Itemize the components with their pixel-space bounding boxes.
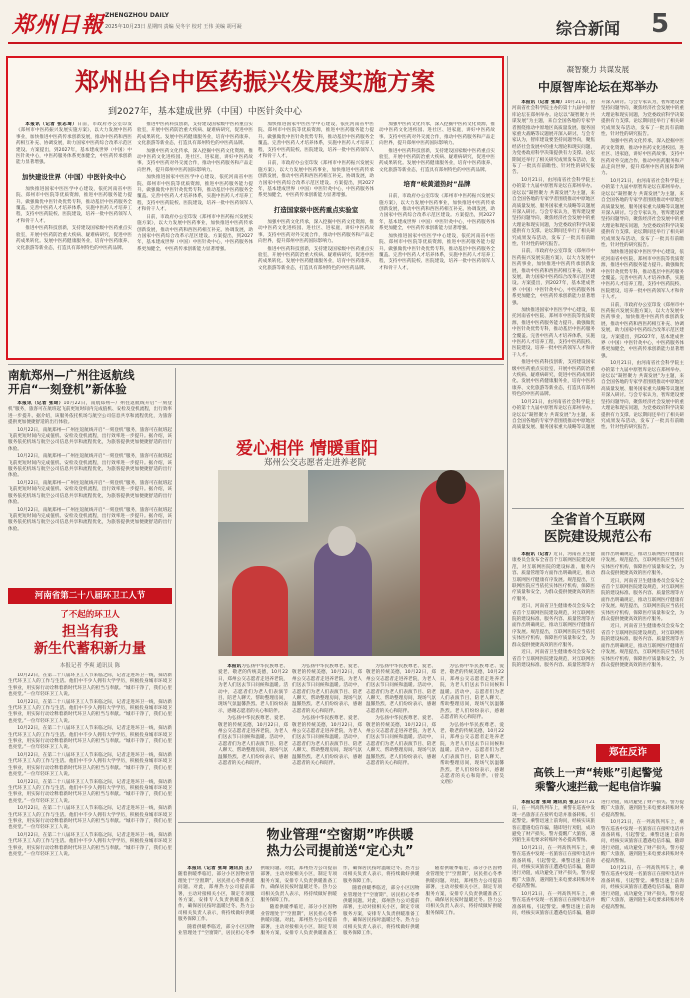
page-number: 5 <box>650 9 670 39</box>
divider-h-2 <box>178 822 504 823</box>
masthead <box>8 6 682 52</box>
lead-byline: 本报讯（记者 张志琦） <box>25 122 78 127</box>
hospitals-story <box>512 512 684 738</box>
workers-banner <box>8 588 172 604</box>
lead-title: 郑州出台中医药振兴发展实施方案 <box>75 68 435 96</box>
wall-banner <box>218 470 308 522</box>
workers-kicker: 了不起的环卫人 <box>60 610 120 620</box>
forum-story <box>512 56 684 506</box>
section-name: 综合新闻 <box>556 19 621 38</box>
right-column-divider <box>507 56 508 686</box>
property-title: 物业管理“空窗期”咋供暖 热力公司提前送“定心丸” <box>266 828 414 859</box>
property-body: 本报讯（记者 张琦 通讯员 王）随着供暖季临近，部分小区因物业管理处于“空窗期”，居民担心冬季供暖问题。对此，郑州热力公司提前部署，主动对接相关小区，制定专项服务方案，安排专人负责供暖准备工作，确保居民按时温暖过冬。热力公司相关负责人表示，将持续做好供暖服务保障工作。 随着供暖季临近，部分小区因物业管理处于“空窗期”，居民担心冬季供暖问题。对此，郑州热力公司提前部署，主动对接相关小区，制定专项服务方案，安排专人负责供暖准备工作，确保居民按时温暖过冬。热力公司相关负责人表示，将持续做好供暖服务保障工作。 随着供暖季临近，部分小区因物业管理处于“空窗期”，居民担心冬季供暖问题。对此，郑州热力公司提前部署，主动对接相关小区，制定专项服务方案，安排专人负责供暖准备工作，确保居民按时温暖过冬。热力公司相关负责人表示，将持续做好供暖服务保障工作。 随着供暖季临近，部分小区因物业管理处于“空窗期”，居民担心冬季供暖问题。对此，郑州热力公司提前部署，主动对接相关小区，制定专项服务方案，安排专人负责供暖准备工作，确保居民按时温暖过冬。热力公司相关负责人表示，将持续做好供暖服务保障工作。 随着供暖季临近，部分小区因物业管理处于“空窗期”，居民担心冬季供暖问题。对此，郑州热力公司提前部署，主动对接相关小区，制定专项服务方案，安排专人负责供暖准备工作，确保居民按时温暖过冬。热力公司相关负责人表示，将持续做好供暖服务保障工作。 <box>178 866 502 937</box>
workers-title: 担当有我 新生代蓄积新力量 <box>34 624 146 657</box>
hospitals-title: 全省首个互联网 医院建设规范公布 <box>544 512 652 545</box>
nanhang-title: 南航郑州—广州往返航线 开启“一刻登机”新体验 <box>8 368 135 396</box>
divider-h-1 <box>8 364 504 365</box>
care-body-col-4: 为弘扬中华民族尊老、爱老、敬老的传统美德，10月22日，郑州公交志愿者走进养老院，为老人们送去节日问候和温暖。活动中，志愿者们为老人们表演节目、陪老人聊天、帮助整理房间，现场气氛温馨热烈。老人们纷纷表示，感谢志愿者的关心和陪伴。 为弘扬中华民族尊老、爱老、敬老的传统美德，10月22日，郑州公交志愿者走进养老院，为老人们送去节日问候和温暖。活动中，志愿者们为老人们表演节目、陪老人聊天、帮助整理房间，现场气氛温馨热烈。老人们纷纷表示，感谢志愿者的关心和陪伴。（曾昊 文/图） <box>440 664 504 786</box>
care-photo <box>218 470 504 656</box>
care-body-col-2: 为弘扬中华民族尊老、爱老、敬老的传统美德，10月22日，郑州公交志愿者走进养老院，为老人们送去节日问候和温暖。活动中，志愿者们为老人们表演节目、陪老人聊天、帮助整理房间，现场气氛温馨热烈。老人们纷纷表示，感谢志愿者的关心和陪伴。 为弘扬中华民族尊老、爱老、敬老的传统美德，10月22日，郑州公交志愿者走进养老院，为老人们送去节日问候和温暖。活动中，志愿者们为老人们表演节目、陪老人聊天、帮助整理房间，现场气氛温馨热烈。老人们纷纷表示，感谢志愿者的关心和陪伴。 <box>292 664 362 767</box>
lead-subtitle: 到2027年，基本建成世界（中国）中医针灸中心 <box>108 107 302 117</box>
workers-body: 10月22日，在第二十八届环卫工人节来临之际，记者走进环卫一线，探访新生代环卫工人的工作与生活。他们中不少人拥有大学学历，积极投身城市环境卫生事业，用实际行动诠释着新时代环卫人的担当与奉献。“城市干净了，我们心里也亮堂。”一位年轻环卫工人说。 10月22日，在第二十八届环卫工人节来临之际，记者走进环卫一线，探访新生代环卫工人的工作与生活。他们中不少人拥有大学学历，积极投身城市环境卫生事业，用实际行动诠释着新时代环卫人的担当与奉献。“城市干净了，我们心里也亮堂。”一位年轻环卫工人说。 10月22日，在第二十八届环卫工人节来临之际，记者走进环卫一线，探访新生代环卫工人的工作与生活。他们中不少人拥有大学学历，积极投身城市环境卫生事业，用实际行动诠释着新时代环卫人的担当与奉献。“城市干净了，我们心里也亮堂。”一位年轻环卫工人说。 10月22日，在第二十八届环卫工人节来临之际，记者走进环卫一线，探访新生代环卫工人的工作与生活。他们中不少人拥有大学学历，积极投身城市环境卫生事业，用实际行动诠释着新时代环卫人的担当与奉献。“城市干净了，我们心里也亮堂。”一位年轻环卫工人说。 10月22日，在第二十八届环卫工人节来临之际，记者走进环卫一线，探访新生代环卫工人的工作与生活。他们中不少人拥有大学学历，积极投身城市环境卫生事业，用实际行动诠释着新时代环卫人的担当与奉献。“城市干净了，我们心里也亮堂。”一位年轻环卫工人说。 10月22日，在第二十八届环卫工人节来临之际，记者走进环卫一线，探访新生代环卫工人的工作与生活。他们中不少人拥有大学学历，积极投身城市环境卫生事业，用实际行动诠释着新时代环卫人的担当与奉献。“城市干净了，我们心里也亮堂。”一位年轻环卫工人说。 10月22日，在第二十八届环卫工人节来临之际，记者走进环卫一线，探访新生代环卫工人的工作与生活。他们中不少人拥有大学学历，积极投身城市环境卫生事业，用实际行动诠释着新时代环卫人的担当与奉献。“城市干净了，我们心里也亮堂。”一位年轻环卫工人说。 <box>8 673 172 857</box>
nanhang-story <box>8 368 172 580</box>
lead-col-2: 推进中医药科技创新，支持建设国家级中医药重点实验室，开展中医药防治重大疾病、疑难病研究，促进中医药成果转化。发展中医药健康服务业，培育中医药康养、文化旅游等新业态，打造具有郑州特色的中医药品牌。 加强中医药文化传承，深入挖掘中医药文化资源，推动中医药文化进校园、进社区、进家庭，讲好中医药故事。支持中医药对外交流合作，推动中医药服务和产品走向世界，提升郑州中医药国际影响力。 加快推进国家中医医学中心建设，依托河南省中医院、郑州市中医院等优质资源，推进中医药服务能力提升。做强做优中医针灸优势专科，推动基层中医药服务全覆盖。完善中医药人才培养体系，实施中医药人才培养工程，支持中医药院校、医院建设，培养一批中医药领军人才和骨干人才。 日前，市政府办公室印发《郑州市中医药振兴发展实施方案》，以大力发展中医药事业，加快推进中医药传承创新发展，推动中医药和西医药相互补充、协调发展，助力国家中医药综合改革示范区建设。方案提出，到2027年，基本建成世界（中国）中医针灸中心，中医药服务体系更加健全，中医药传承创新能力显著增强。 <box>137 122 253 252</box>
lead-col-4: 加强中医药文化传承，深入挖掘中医药文化资源，推动中医药文化进校园、进社区、进家庭，讲好中医药故事。支持中医药对外交流合作，推动中医药服务和产品走向世界，提升郑州中医药国际影响力。 推进中医药科技创新，支持建设国家级中医药重点实验室，开展中医药防治重大疾病、疑难病研究，促进中医药成果转化。发展中医药健康服务业，培育中医药康养、文化旅游等新业态，打造具有郑州特色的中医药品牌。 培育“岐黄道热时”品牌 日前，市政府办公室印发《郑州市中医药振兴发展实施方案》，以大力发展中医药事业，加快推进中医药传承创新发展，推动中医药和西医药相互补充、协调发展，助力国家中医药综合改革示范区建设。方案提出，到2027年，基本建成世界（中国）中医针灸中心，中医药服务体系更加健全，中医药传承创新能力显著增强。 加快推进国家中医医学中心建设，依托河南省中医院、郑州市中医院等优质资源，推进中医药服务能力提升。做强做优中医针灸优势专科，推动基层中医药服务全覆盖。完善中医药人才培养体系，实施中医药人才培养工程，支持中医药院校、医院建设，培养一批中医药领军人才和骨干人才。 <box>379 122 495 271</box>
issue-meta: 2025年10月23日 星期四 责编 吴冬宇 校对 王伟 美编 胡可凝 <box>105 24 242 30</box>
forum-kicker: 凝智聚力 共谋发展 <box>566 65 630 74</box>
care-title: 爱心相伴 情暖重阳 <box>236 439 378 459</box>
fraud-banner <box>596 744 660 762</box>
property-story <box>178 828 502 994</box>
lead-col-1: 本报讯（记者 张志琦）日前，市政府办公室印发《郑州市中医药振兴发展实施方案》，以大力发展中医药事业，加快推进中医药传承创新发展，推动中医药和西医药相互补充、协调发展，助力国家中医药综合改革示范区建设。方案提出，到2027年，基本建成世界（中国）中医针灸中心，中医药服务体系更加健全，中医药传承创新能力显著增强。 加快建设世界（中国）中医针灸中心 加快推进国家中医医学中心建设，依托河南省中医院、郑州市中医院等优质资源，推进中医药服务能力提升。做强做优中医针灸优势专科，推动基层中医药服务全覆盖。完善中医药人才培养体系，实施中医药人才培养工程，支持中医药院校、医院建设，培养一批中医药领军人才和骨干人才。 推进中医药科技创新，支持建设国家级中医药重点实验室，开展中医药防治重大疾病、疑难病研究，促进中医药成果转化。发展中医药健康服务业，培育中医药康养、文化旅游等新业态，打造具有郑州特色的中医药品牌。 <box>16 122 132 251</box>
lead-col-3: 加快推进国家中医医学中心建设，依托河南省中医院、郑州市中医院等优质资源，推进中医药服务能力提升。做强做优中医针灸优势专科，推动基层中医药服务全覆盖。完善中医药人才培养体系，实施中医药人才培养工程，支持中医药院校、医院建设，培养一批中医药领军人才和骨干人才。 日前，市政府办公室印发《郑州市中医药振兴发展实施方案》，以大力发展中医药事业，加快推进中医药传承创新发展，推动中医药和西医药相互补充、协调发展，助力国家中医药综合改革示范区建设。方案提出，到2027年，基本建成世界（中国）中医针灸中心，中医药服务体系更加健全，中医药传承创新能力显著增强。 打造国家级中医药重点实验室 加强中医药文化传承，深入挖掘中医药文化资源，推动中医药文化进校园、进社区、进家庭，讲好中医药故事。支持中医药对外交流合作，推动中医药服务和产品走向世界，提升郑州中医药国际影响力。 推进中医药科技创新，支持建设国家级中医药重点实验室，开展中医药防治重大疾病、疑难病研究，促进中医药成果转化。发展中医药健康服务业，培育中医药康养、文化旅游等新业态，打造具有郑州特色的中医药品牌。 <box>258 122 374 271</box>
volunteer-figure-2 <box>232 566 288 656</box>
fraud-story <box>512 766 684 994</box>
volunteer-figure <box>420 478 480 656</box>
elder-figure <box>314 540 372 656</box>
lead-subhead-2: 打造国家级中医药重点实验室 <box>273 205 359 214</box>
masthead-rule <box>8 42 682 44</box>
forum-title: 中原智库论坛在郑举办 <box>537 80 658 94</box>
newspaper-logo: 郑州日報 <box>12 12 105 38</box>
volunteer-head <box>436 470 466 504</box>
nanhang-body: 本报讯（记者 张琦）10月22日，南航郑州—广州往返航线开启“一刻登机”服务，旅客可在航班起飞前更短时间内完成值机、安检及登机流程，出行效率进一步提升。据介绍，该服务依托机场与航空公司信息共享和流程优化，为旅客提供更加便捷舒适的出行体验。 10月22日，南航郑州—广州往返航线开启“一刻登机”服务，旅客可在航班起飞前更短时间内完成值机、安检及登机流程，出行效率进一步提升。据介绍，该服务依托机场与航空公司信息共享和流程优化，为旅客提供更加便捷舒适的出行体验。 10月22日，南航郑州—广州往返航线开启“一刻登机”服务，旅客可在航班起飞前更短时间内完成值机、安检及登机流程，出行效率进一步提升。据介绍，该服务依托机场与航空公司信息共享和流程优化，为旅客提供更加便捷舒适的出行体验。 10月22日，南航郑州—广州往返航线开启“一刻登机”服务，旅客可在航班起飞前更短时间内完成值机、安检及登机流程，出行效率进一步提升。据介绍，该服务依托机场与航空公司信息共享和流程优化，为旅客提供更加便捷舒适的出行体验。 10月22日，南航郑州—广州往返航线开启“一刻登机”服务，旅客可在航班起飞前更短时间内完成值机、安检及登机流程，出行效率进一步提升。据介绍，该服务依托机场与航空公司信息共享和流程优化，为旅客提供更加便捷舒适的出行体验。 <box>8 401 172 532</box>
hospitals-body: 本报讯（记者）近日，河南省卫生健康委员会发布全省首个互联网医院建设规范，对互联网医院的建设标准、服务内容、质量管理等方面作出明确规定，推动互联网医疗健康有序发展。规范提出，互联网医院应当依托实体医疗机构，保障医疗质量和安全，为群众提供便捷高效的医疗服务。 近日，河南省卫生健康委员会发布全省首个互联网医院建设规范，对互联网医院的建设标准、服务内容、质量管理等方面作出明确规定，推动互联网医疗健康有序发展。规范提出，互联网医院应当依托实体医疗机构，保障医疗质量和安全，为群众提供便捷高效的医疗服务。 近日，河南省卫生健康委员会发布全省首个互联网医院建设规范，对互联网医院的建设标准、服务内容、质量管理等方面作出明确规定，推动互联网医疗健康有序发展。规范提出，互联网医院应当依托实体医疗机构，保障医疗质量和安全，为群众提供便捷高效的医疗服务。 近日，河南省卫生健康委员会发布全省首个互联网医院建设规范，对互联网医院的建设标准、服务内容、质量管理等方面作出明确规定，推动互联网医疗健康有序发展。规范提出，互联网医院应当依托实体医疗机构，保障医疗质量和安全，为群众提供便捷高效的医疗服务。 近日，河南省卫生健康委员会发布全省首个互联网医院建设规范，对互联网医院的建设标准、服务内容、质量管理等方面作出明确规定，推动互联网医疗健康有序发展。规范提出，互联网医院应当依托实体医疗机构，保障医疗质量和安全，为群众提供便捷高效的医疗服务。 <box>512 552 684 668</box>
divider-h-3 <box>512 508 684 509</box>
fraud-title: 高铁上一声“转账”引起警觉 乘警火速拦截一起电信诈骗 <box>533 767 663 793</box>
forum-body: 本报讯（记者 张琦）10月21日，由河南省社会科学院主办的第十九届中原智库论坛在郑州举办。论坛以“凝智聚力 共谋发展”为主题，来自全国各地的专家学者围绕推动中原地区高质量发展、服务国家重大战略等议题展开深入研讨。与会专家认为，智库建设要坚持问题导向，聚焦经济社会发展中的重大理论和现实问题，为党委政府科学决策提供有力支撑。论坛期间还举行了相关研究成果发布活动，发布了一批具有前瞻性、针对性的研究报告。 10月21日，由河南省社会科学院主办的第十九届中原智库论坛在郑州举办。论坛以“凝智聚力 共谋发展”为主题，来自全国各地的专家学者围绕推动中原地区高质量发展、服务国家重大战略等议题展开深入研讨。与会专家认为，智库建设要坚持问题导向，聚焦经济社会发展中的重大理论和现实问题，为党委政府科学决策提供有力支撑。论坛期间还举行了相关研究成果发布活动，发布了一批具有前瞻性、针对性的研究报告。 日前，市政府办公室印发《郑州市中医药振兴发展实施方案》，以大力发展中医药事业，加快推进中医药传承创新发展，推动中医药和西医药相互补充、协调发展，助力国家中医药综合改革示范区建设。方案提出，到2027年，基本建成世界（中国）中医针灸中心，中医药服务体系更加健全，中医药传承创新能力显著增强。 加快推进国家中医医学中心建设，依托河南省中医院、郑州市中医院等优质资源，推进中医药服务能力提升。做强做优中医针灸优势专科，推动基层中医药服务全覆盖。完善中医药人才培养体系，实施中医药人才培养工程，支持中医药院校、医院建设，培养一批中医药领军人才和骨干人才。 推进中医药科技创新，支持建设国家级中医药重点实验室，开展中医药防治重大疾病、疑难病研究，促进中医药成果转化。发展中医药健康服务业，培育中医药康养、文化旅游等新业态，打造具有郑州特色的中医药品牌。 10月21日，由河南省社会科学院主办的第十九届中原智库论坛在郑州举办。论坛以“凝智聚力 共谋发展”为主题，来自全国各地的专家学者围绕推动中原地区高质量发展、服务国家重大战略等议题展开深入研讨。与会专家认为，智库建设要坚持问题导向，聚焦经济社会发展中的重大理论和现实问题，为党委政府科学决策提供有力支撑。论坛期间还举行了相关研究成果发布活动，发布了一批具有前瞻性、针对性的研究报告。 加强中医药文化传承，深入挖掘中医药文化资源，推动中医药文化进校园、进社区、进家庭，讲好中医药故事。支持中医药对外交流合作，推动中医药服务和产品走向世界，提升郑州中医药国际影响力。 10月21日，由河南省社会科学院主办的第十九届中原智库论坛在郑州举办。论坛以“凝智聚力 共谋发展”为主题，来自全国各地的专家学者围绕推动中原地区高质量发展、服务国家重大战略等议题展开深入研讨。与会专家认为，智库建设要坚持问题导向，聚焦经济社会发展中的重大理论和现实问题，为党委政府科学决策提供有力支撑。论坛期间还举行了相关研究成果发布活动，发布了一批具有前瞻性、针对性的研究报告。 加快推进国家中医医学中心建设，依托河南省中医院、郑州市中医院等优质资源，推进中医药服务能力提升。做强做优中医针灸优势专科，推动基层中医药服务全覆盖。完善中医药人才培养体系，实施中医药人才培养工程，支持中医药院校、医院建设，培养一批中医药领军人才和骨干人才。 日前，市政府办公室印发《郑州市中医药振兴发展实施方案》，以大力发展中医药事业，加快推进中医药传承创新发展，推动中医药和西医药相互补充、协调发展，助力国家中医药综合改革示范区建设。方案提出，到2027年，基本建成世界（中国）中医针灸中心，中医药服务体系更加健全，中医药传承创新能力显著增强。 10月21日，由河南省社会科学院主办的第十九届中原智库论坛在郑州举办。论坛以“凝智聚力 共谋发展”为主题，来自全国各地的专家学者围绕推动中原地区高质量发展、服务国家重大战略等议题展开深入研讨。与会专家认为，智库建设要坚持问题导向，聚焦经济社会发展中的重大理论和现实问题，为党委政府科学决策提供有力支撑。论坛期间还举行了相关研究成果发布活动，发布了一批具有前瞻性、针对性的研究报告。 <box>512 100 684 431</box>
workers-banner-text: 河南省第二十八届环卫工人节 <box>34 591 146 601</box>
care-credit: （曾昊 文/图） <box>440 773 504 786</box>
care-story <box>178 368 502 820</box>
care-body-col-3: 为弘扬中华民族尊老、爱老、敬老的传统美德，10月22日，郑州公交志愿者走进养老院，为老人们送去节日问候和温暖。活动中，志愿者们为老人们表演节目、陪老人聊天、帮助整理房间，现场气氛温馨热烈。老人们纷纷表示，感谢志愿者的关心和陪伴。 为弘扬中华民族尊老、爱老、敬老的传统美德，10月22日，郑州公交志愿者走进养老院，为老人们送去节日问候和温暖。活动中，志愿者们为老人们表演节目、陪老人聊天、帮助整理房间，现场气氛温馨热烈。老人们纷纷表示，感谢志愿者的关心和陪伴。 <box>366 664 436 767</box>
fraud-body: 本报记者 张琦 通讯员 张卫10月21日，在一列高铁列车上，乘警在巡查中发现一名旅客正在接听电话并准备转账，引起警觉。乘警迅速上前询问，经核实该旅客正遭遇电信诈骗，随即进行劝阻，成功避免了财产损失。警方提醒广大旅客，遇到陌生来电要求转账时务必提高警惕。 10月21日，在一列高铁列车上，乘警在巡查中发现一名旅客正在接听电话并准备转账，引起警觉。乘警迅速上前询问，经核实该旅客正遭遇电信诈骗，随即进行劝阻，成功避免了财产损失。警方提醒广大旅客，遇到陌生来电要求转账时务必提高警惕。 10月21日，在一列高铁列车上，乘警在巡查中发现一名旅客正在接听电话并准备转账，引起警觉。乘警迅速上前询问，经核实该旅客正遭遇电信诈骗，随即进行劝阻，成功避免了财产损失。警方提醒广大旅客，遇到陌生来电要求转账时务必提高警惕。 10月21日，在一列高铁列车上，乘警在巡查中发现一名旅客正在接听电话并准备转账，引起警觉。乘警迅速上前询问，经核实该旅客正遭遇电信诈骗，随即进行劝阻，成功避免了财产损失。警方提醒广大旅客，遇到陌生来电要求转账时务必提高警惕。 10月21日，在一列高铁列车上，乘警在巡查中发现一名旅客正在接听电话并准备转账，引起警觉。乘警迅速上前询问，经核实该旅客正遭遇电信诈骗，随即进行劝阻，成功避免了财产损失。警方提醒广大旅客，遇到陌生来电要求转账时务必提高警惕。 <box>512 800 684 916</box>
care-body-col-1: 本报讯为弘扬中华民族尊老、爱老、敬老的传统美德，10月22日，郑州公交志愿者走进养老院，为老人们送去节日问候和温暖。活动中，志愿者们为老人们表演节目、陪老人聊天、帮助整理房间，现场气氛温馨热烈。老人们纷纷表示，感谢志愿者的关心和陪伴。 为弘扬中华民族尊老、爱老、敬老的传统美德，10月22日，郑州公交志愿者走进养老院，为老人们送去节日问候和温暖。活动中，志愿者们为老人们表演节目、陪老人聊天、帮助整理房间，现场气氛温馨热烈。老人们纷纷表示，感谢志愿者的关心和陪伴。 <box>218 664 288 767</box>
care-subtitle: 郑州公交志愿者走进养老院 <box>264 458 367 468</box>
fraud-banner-text: 郑在反诈 <box>608 747 647 758</box>
lead-subhead-3: 培育“岐黄道热时”品牌 <box>403 180 471 189</box>
lead-subhead-1: 加快建设世界（中国）中医针灸中心 <box>22 172 126 181</box>
divider-v-1 <box>175 368 176 992</box>
lead-story <box>6 56 504 360</box>
elder-head <box>328 526 356 556</box>
workers-byline: 本报记者 李爽 通讯员 陈 <box>59 663 121 669</box>
workers-story <box>8 608 172 992</box>
newspaper-pinyin: ZHENGZHOU DAILY <box>105 12 169 19</box>
